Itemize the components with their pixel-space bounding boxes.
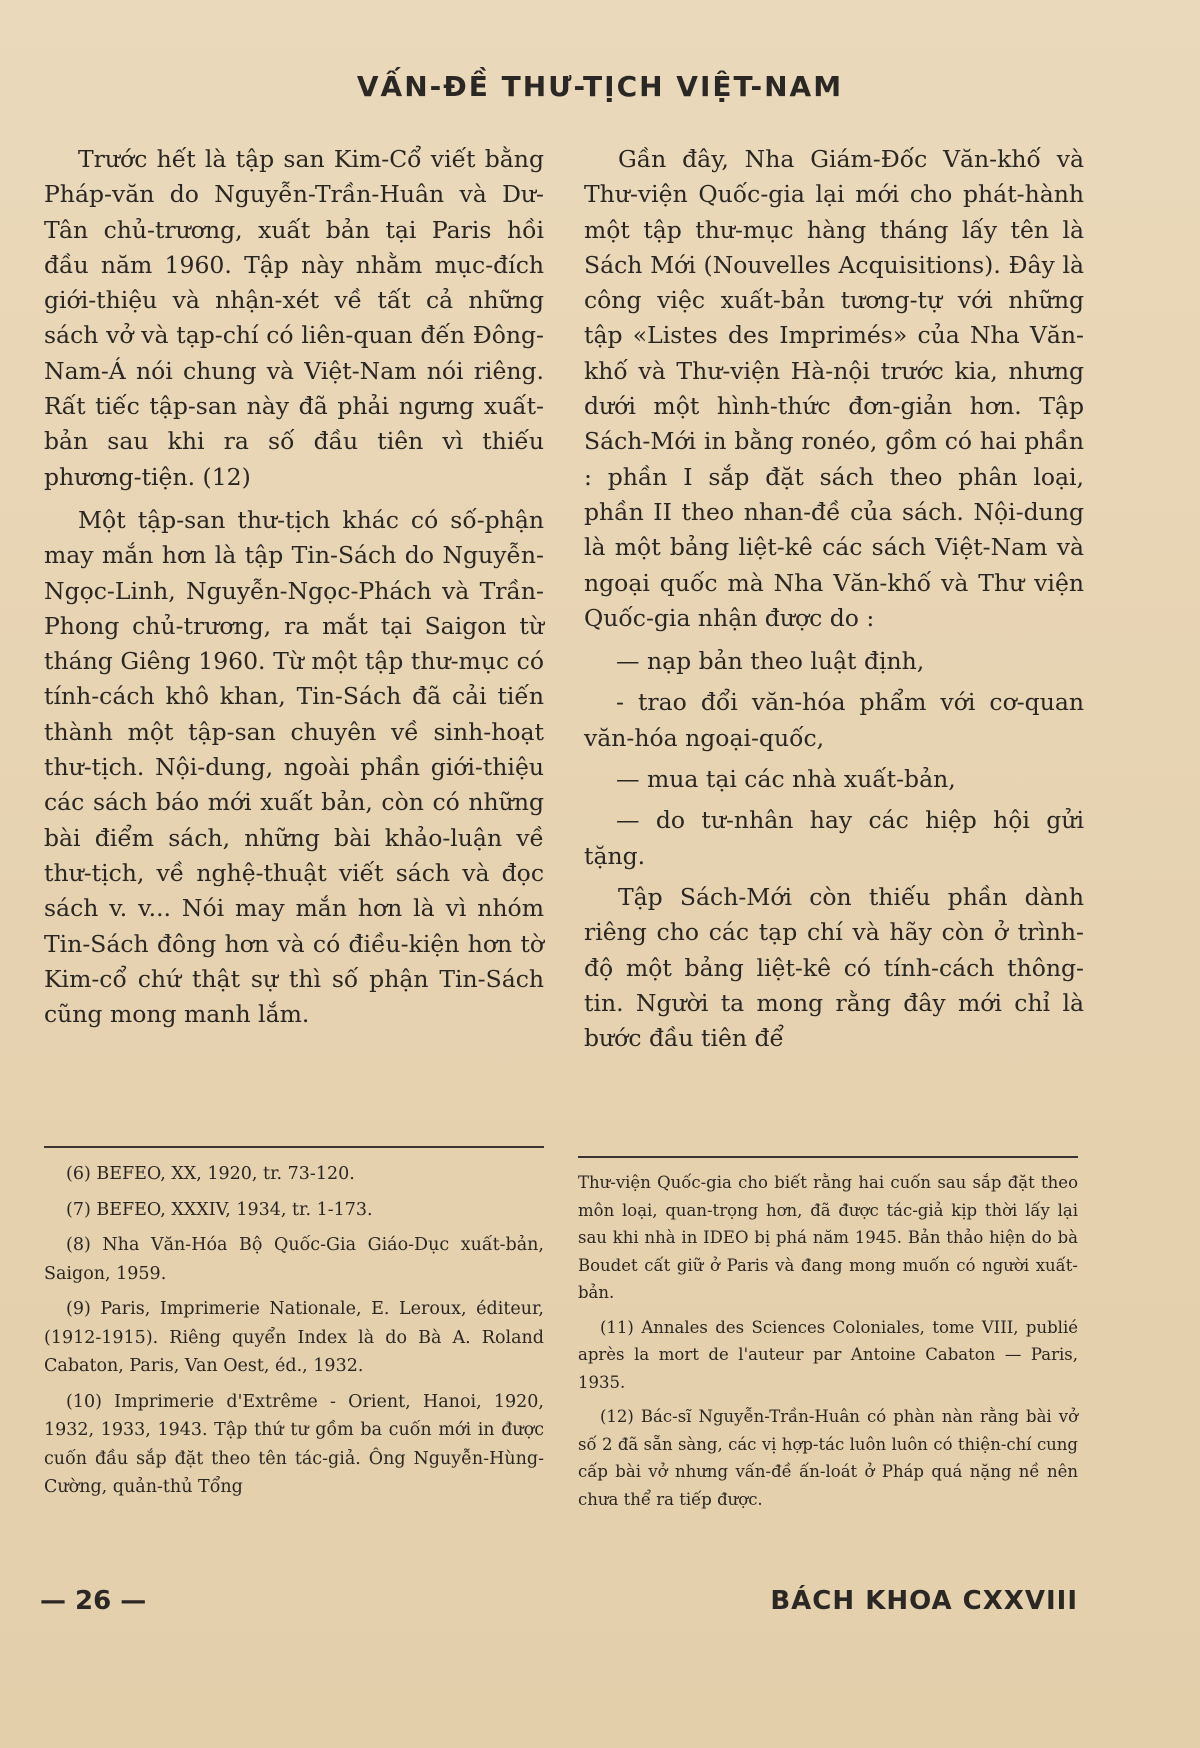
list-item-nap-ban: — nạp bản theo luật định, (616, 647, 925, 676)
footnotes-left (44, 1160, 544, 1509)
paragraph-tin-sach: Một tập-san thư-tịch khác có số-phận may mắn hơn là tập Tin-Sách do Nguyễn-Ngọc-Linh, Nguyễn-Ngọc-Phách và Trần-Phong chủ-trương, ra mắt tại Saigon từ tháng Giêng 1960. Từ một tập thư-mục có tính-cách khô khan, Tin-Sách đã cải tiến thành một tập-san chuyên về sinh-hoạt thư-tịch. Nội-dung, ngoài phần giới-thiệu các sách báo mới xuất bản, còn có những bài điểm sách, những bài khảo-luận về thư-tịch, về nghệ-thuật viết sách và đọc sách v. v... Nói may mắn hơn là vì nhóm Tin-Sách đông hơn và có điều-kiện hơn tờ Kim-cổ chứ thật sự thì số phận Tin-Sách cũng mong manh lắm. (44, 505, 544, 1029)
footnote-divider-left (44, 1146, 544, 1148)
paragraph-kim-co: Trước hết là tập san Kim-Cổ viết bằng Pháp-văn do Nguyễn-Trần-Huân và Dư-Tân chủ-trương, xuất bản tại Paris hồi đầu năm 1960. Tập này nhằm mục-đích giới-thiệu và nhận-xét về tất cả những sách vở và tạp-chí có liên-quan đến Đông-Nam-Á nói chung và Việt-Nam nói riêng. Rất tiếc tập-san này đã phải ngưng xuất-bản sau khi ra số đầu tiên vì thiếu phương-tiện. (12) (44, 145, 544, 491)
footnote-divider-right (578, 1156, 1078, 1158)
footnote-6: (6) BEFEO, XX, 1920, tr. 73-120. (66, 1164, 355, 1184)
list-item-mua: — mua tại các nhà xuất-bản, (616, 765, 956, 794)
list-item-trao-doi: - trao đổi văn-hóa phẩm với cơ-quan văn-hóa ngoại-quốc, (584, 688, 1084, 752)
footnotes-right (578, 1169, 1078, 1520)
footnote-7: (7) BEFEO, XXXIV, 1934, tr. 1-173. (66, 1199, 373, 1220)
paragraph-closing: Tập Sách-Mới còn thiếu phần dành riêng cho các tạp chí và hãy còn ở trình-độ một bảng liệt-kê có tính-cách thông-tin. Người ta mong rằng đây mới chỉ là bước đầu tiên để (584, 882, 1084, 1053)
running-header-title: VẤN-ĐỀ THƯ-TỊCH VIỆT-NAM (356, 70, 844, 103)
right-text-column (584, 142, 1084, 1064)
footnote-8: (8) Nha Văn-Hóa Bộ Quốc-Gia Giáo-Dục xuất-bản, Saigon, 1959. (44, 1235, 544, 1284)
footnote-11: (11) Annales des Sciences Coloniales, tome VIII, publié après la mort de l'auteur par Antoine Cabaton — Paris, 1935. (578, 1317, 1078, 1392)
page-number: — 26 — (40, 1586, 147, 1616)
footnote-12: (12) Bác-sĩ Nguyễn-Trần-Huân có phàn nàn rằng bài vở số 2 đã sẵn sàng, các vị hợp-tác luôn luôn có thiện-chí cung cấp bài vở nhưng vấn-đề ấn-loát ở Pháp quá nặng nề nên chưa thể ra tiếp được. (578, 1407, 1078, 1509)
list-item-tu-nhan: — do tư-nhân hay các hiệp hội gửi tặng. (584, 806, 1084, 870)
footnote-10-continued: Thư-viện Quốc-gia cho biết rằng hai cuốn sau sắp đặt theo môn loại, quan-trọng hơn, đã được tác-giả kịp thời lấy lại sau khi nhà in IDEO bị phá năm 1945. Bản thảo hiện do bà Boudet cất giữ ở Paris và đang mong muốn có người xuất-bản. (578, 1173, 1078, 1302)
paragraph-sach-moi: Gần đây, Nha Giám-Đốc Văn-khố và Thư-viện Quốc-gia lại mới cho phát-hành một tập thư-mục hàng tháng lấy tên là Sách Mới (Nouvelles Acquisitions). Đây là công việc xuất-bản tương-tự với những tập «Listes des Imprimés» của Nha Văn-khố và Thư-viện Hà-nội trước kia, nhưng dưới một hình-thức đơn-giản hơn. Tập Sách-Mới in bằng ronéo, gồm có hai phần : phần I sắp đặt sách theo phân loại, phần II theo nhan-đề của sách. Nội-dung là một bảng liệt-kê các sách Việt-Nam và ngoại quốc mà Nha Văn-khố và Thư viện Quốc-gia nhận được do : (584, 145, 1084, 632)
footnote-9: (9) Paris, Imprimerie Nationale, E. Leroux, éditeur, (1912-1915). Riêng quyển Index là do Bà A. Roland Cabaton, Paris, Van Oest, éd., 1932. (44, 1299, 544, 1376)
left-text-column (44, 142, 544, 1040)
journal-issue: BÁCH KHOA CXXVIII (770, 1586, 1078, 1616)
footnote-10: (10) Imprimerie d'Extrême - Orient, Hanoi, 1920, 1932, 1933, 1943. Tập thứ tư gồm ba cuốn mới in được cuốn đầu sắp đặt theo tên tác-giả. Ông Nguyễn-Hùng-Cường, quản-thủ Tổng (44, 1391, 544, 1497)
